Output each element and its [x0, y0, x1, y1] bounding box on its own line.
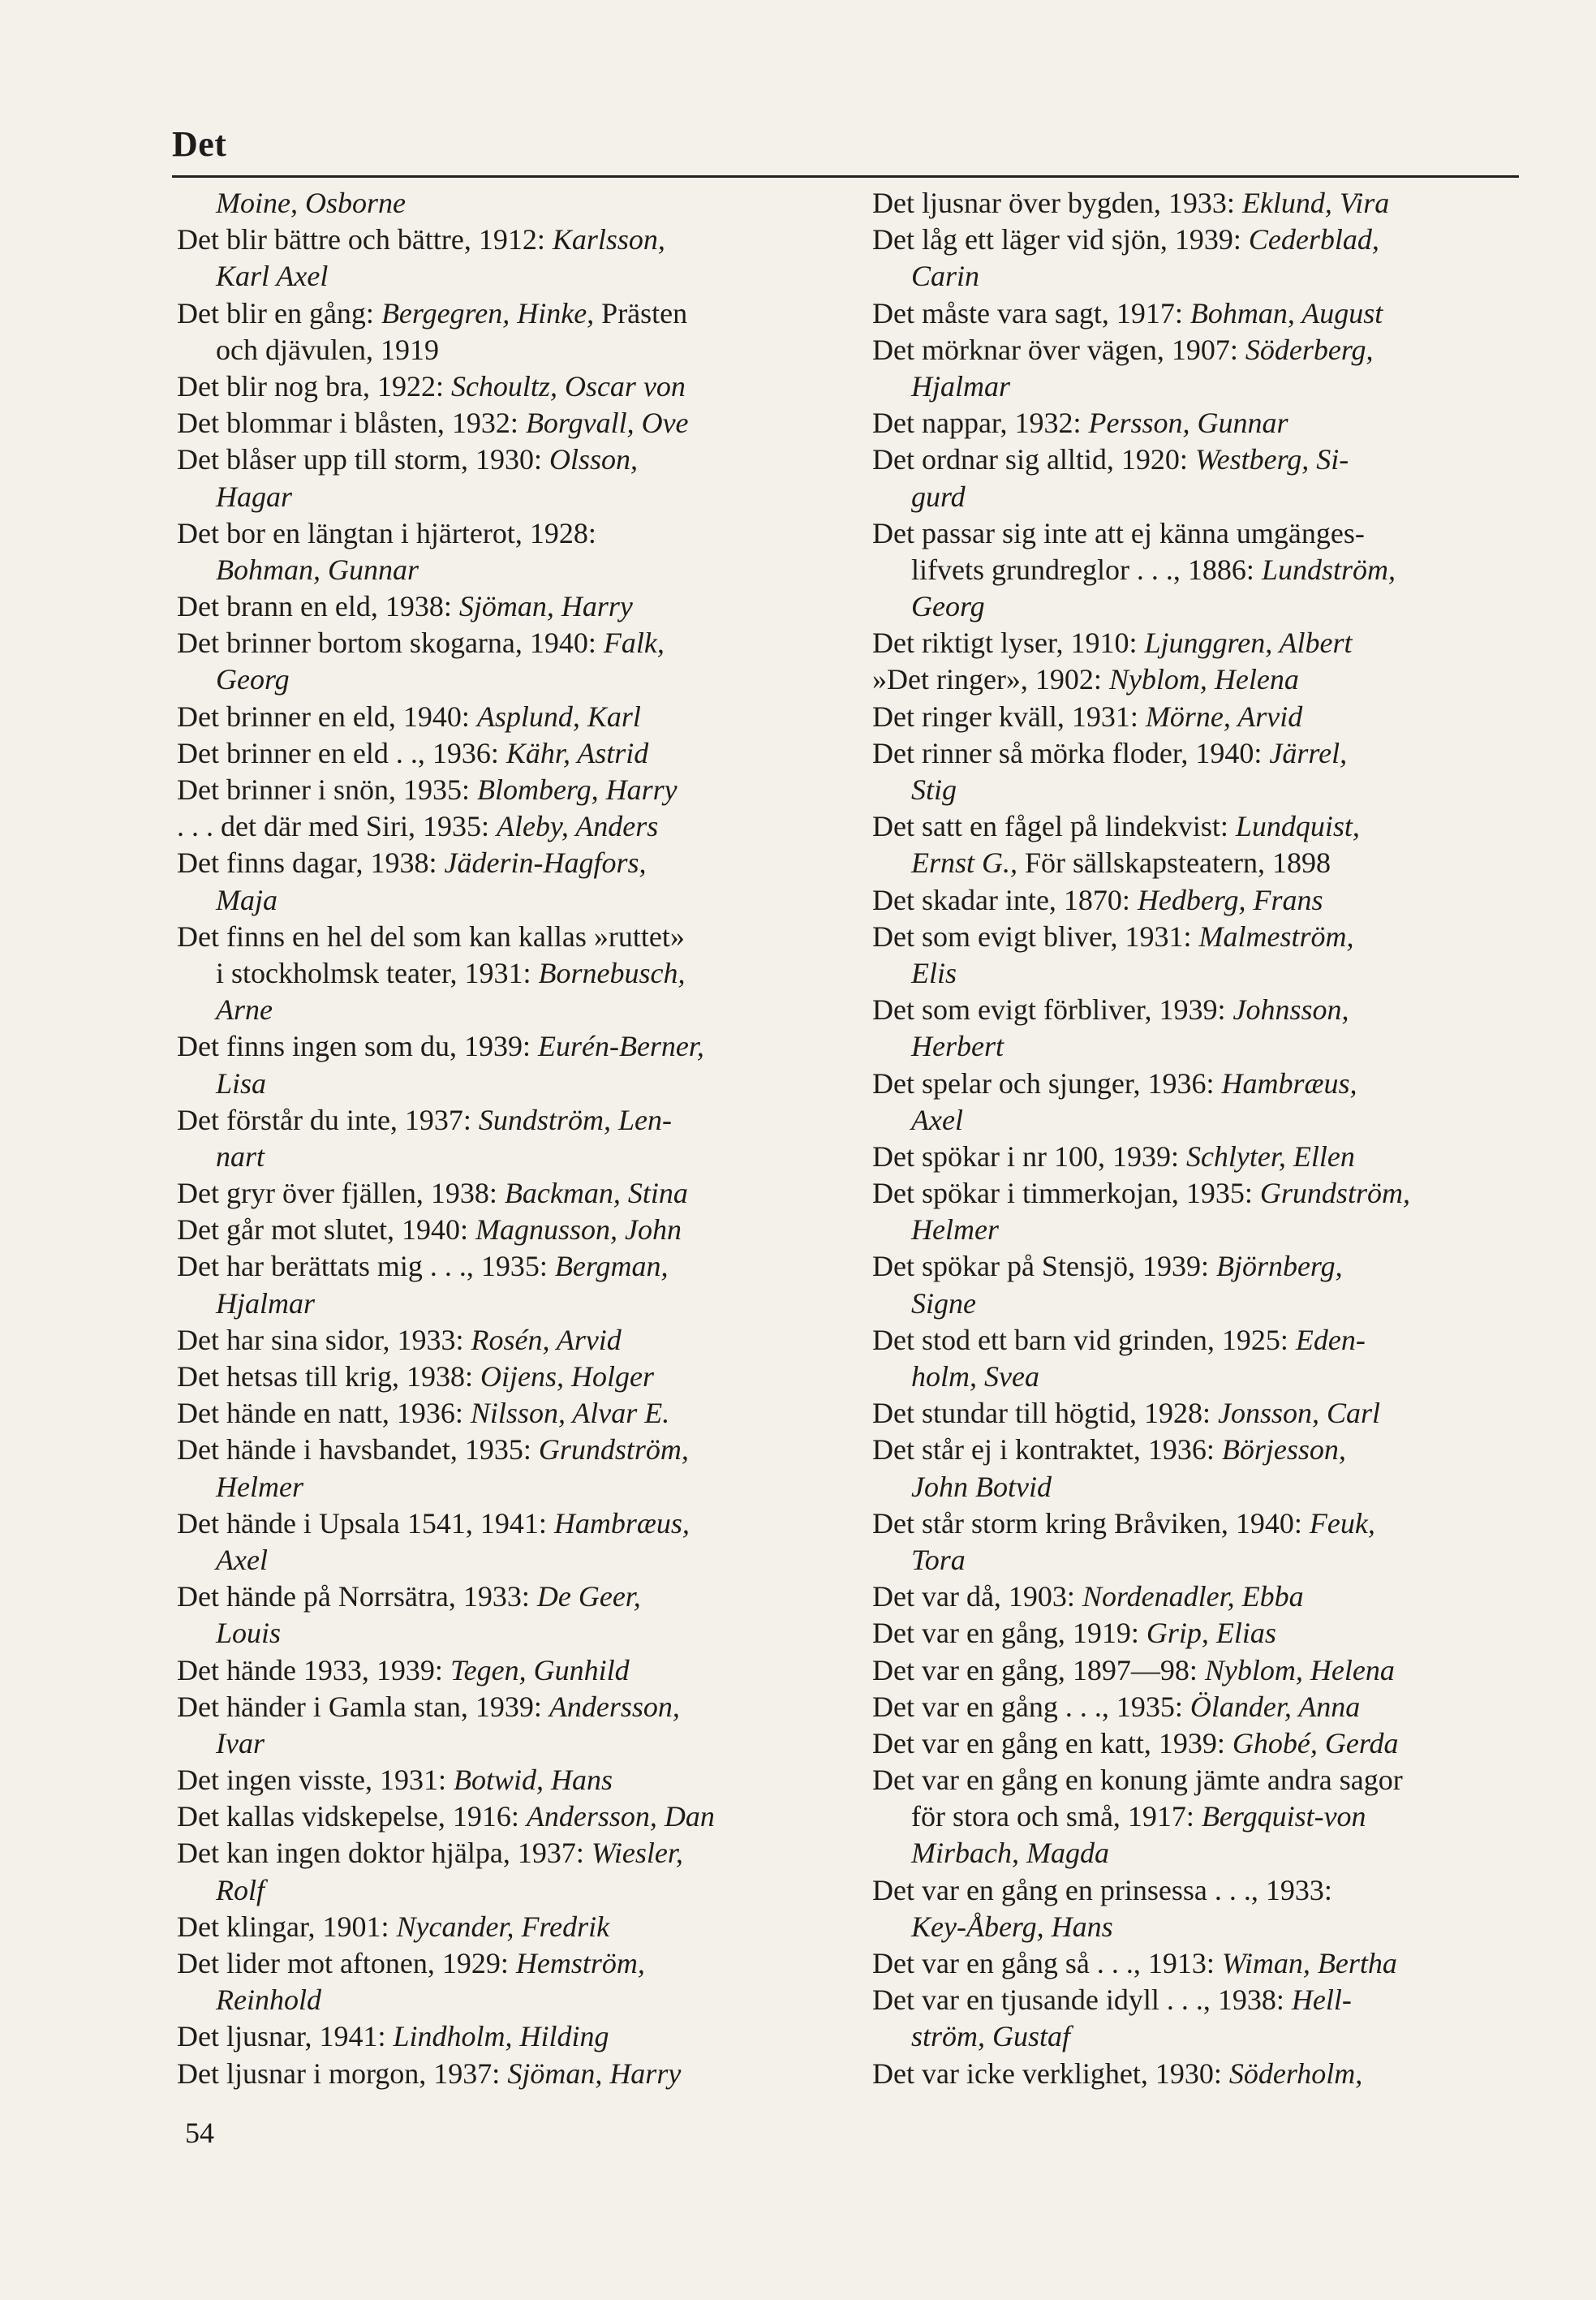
entry-title: Det brinner bortom skogarna, 1940: — [177, 627, 604, 660]
entry-author: Bergegren, Hinke, — [381, 296, 595, 329]
index-line — [177, 661, 842, 698]
entry-title: Det hände i havsbandet, 1935: — [177, 1433, 539, 1467]
entry-title: Det måste vara sagt, 1917: — [872, 296, 1190, 329]
entry-title: Det ingen visste, 1931: — [177, 1764, 454, 1797]
entry-author: Sundström, Len- — [478, 1103, 672, 1136]
index-line — [177, 368, 842, 405]
entry-author: Signe — [911, 1286, 976, 1320]
index-line — [177, 955, 842, 992]
entry-author: Söderholm, — [1228, 2057, 1363, 2090]
index-line — [872, 625, 1528, 661]
index-line — [177, 772, 842, 808]
entry-author: Ernst G., — [911, 846, 1018, 880]
index-column-left — [177, 185, 842, 2092]
index-line — [177, 1175, 842, 1212]
entry-title: »Det ringer», 1902: — [872, 663, 1109, 696]
index-line — [177, 808, 842, 845]
entry-author: ström, Gustaf — [911, 2020, 1071, 2053]
entry-author: Sjöman, Harry — [507, 2057, 682, 2090]
entry-author: Grundström, — [1259, 1177, 1410, 1210]
entry-title: Det brinner en eld, 1940: — [177, 700, 477, 733]
index-line — [872, 1982, 1528, 2018]
running-head: Det — [172, 124, 227, 164]
entry-title: Det passar sig inte att ej känna umgänges- — [872, 516, 1365, 549]
entry-title: Det var en gång en konung jämte andra sagor — [872, 1764, 1403, 1797]
entry-author: Nordenadler, Ebba — [1082, 1580, 1304, 1613]
entry-author: Ljunggren, Albert — [1144, 627, 1353, 660]
entry-title: Det stod ett barn vid grinden, 1925: — [872, 1323, 1296, 1356]
entry-author: Nyblom, Helena — [1204, 1653, 1395, 1686]
index-line — [177, 625, 842, 661]
entry-author: Feuk, — [1309, 1506, 1375, 1540]
entry-author: Hell- — [1291, 1983, 1352, 2017]
index-line — [177, 1066, 842, 1102]
index-line — [872, 2056, 1528, 2092]
index-line — [872, 1286, 1528, 1322]
index-line — [872, 955, 1528, 992]
entry-title: Det hände en natt, 1936: — [177, 1397, 471, 1430]
entry-title: och djävulen, 1919 — [216, 333, 439, 366]
index-line — [177, 1395, 842, 1432]
index-line — [872, 1395, 1528, 1432]
entry-author: Helmer — [911, 1213, 999, 1247]
index-line — [177, 1909, 842, 1945]
entry-author: Cederblad, — [1248, 223, 1379, 256]
entry-author: Eklund, Vira — [1241, 187, 1390, 219]
entry-title: Det stundar till högtid, 1928: — [872, 1397, 1218, 1430]
entry-title: Det bor en längtan i hjärterot, 1928: — [177, 516, 596, 549]
entry-author: Ivar — [216, 1726, 265, 1759]
entry-title: Det blir bättre och bättre, 1912: — [177, 223, 553, 256]
index-line — [177, 992, 842, 1028]
index-line — [872, 1175, 1528, 1212]
index-line — [872, 1212, 1528, 1248]
index-line — [177, 479, 842, 515]
entry-title: Det var en gång så . . ., 1913: — [872, 1947, 1222, 1979]
entry-title: För sällskapsteatern, 1898 — [1017, 846, 1331, 880]
entry-author: Mörne, Arvid — [1145, 700, 1303, 733]
entry-title: Det var en gång en prinsessa . . ., 1933: — [872, 1873, 1332, 1906]
entry-author: Schlyter, Ellen — [1185, 1139, 1355, 1173]
entry-title: Det som evigt bliver, 1931: — [872, 920, 1199, 953]
entry-author: Tegen, Gunhild — [450, 1653, 630, 1686]
index-line — [872, 258, 1528, 295]
entry-title: Det brann en eld, 1938: — [177, 590, 459, 623]
entry-title: Det nappar, 1932: — [872, 407, 1089, 440]
index-line — [177, 845, 842, 881]
entry-author: Hagar — [216, 480, 293, 513]
entry-title: Det har berättats mig . . ., 1935: — [177, 1250, 555, 1283]
index-line — [872, 368, 1528, 405]
entry-author: De Geer, — [536, 1580, 641, 1613]
index-line — [177, 1248, 842, 1285]
entry-title: Det klingar, 1901: — [177, 1910, 397, 1943]
entry-author: Helmer — [216, 1470, 303, 1503]
entry-title: Det hände på Norrsätra, 1933: — [177, 1580, 537, 1613]
index-line — [872, 772, 1528, 808]
entry-author: gurd — [911, 480, 966, 513]
index-line — [872, 992, 1528, 1028]
index-line — [177, 1322, 842, 1359]
entry-author: Georg — [911, 590, 985, 623]
entry-author: Andersson, — [548, 1690, 680, 1723]
entry-author: Lundström, — [1261, 553, 1396, 586]
entry-title: Det händer i Gamla stan, 1939: — [177, 1690, 549, 1723]
entry-author: Malmeström, — [1198, 920, 1354, 953]
index-line — [872, 2018, 1528, 2055]
entry-title: Det blommar i blåsten, 1932: — [177, 407, 526, 440]
index-line — [177, 1872, 842, 1909]
entry-title: Det ljusnar i morgon, 1937: — [177, 2057, 508, 2090]
index-line — [177, 1798, 842, 1835]
entry-title: Det finns dagar, 1938: — [177, 846, 445, 880]
entry-author: Asplund, Karl — [476, 700, 641, 733]
entry-author: Axel — [216, 1543, 268, 1576]
entry-author: Louis — [216, 1617, 282, 1650]
entry-title: Det ordnar sig alltid, 1920: — [872, 443, 1195, 476]
entry-author: Hjalmar — [216, 1286, 316, 1320]
entry-title: Det som evigt förbliver, 1939: — [872, 993, 1233, 1027]
index-line — [872, 919, 1528, 955]
index-line — [177, 1359, 842, 1395]
index-line — [177, 588, 842, 625]
entry-author: Hambræus, — [1221, 1066, 1357, 1100]
entry-title: Det blir en gång: — [177, 296, 381, 329]
entry-title: Det lider mot aftonen, 1929: — [177, 1947, 516, 1979]
entry-title: Det låg ett läger vid sjön, 1939: — [872, 223, 1249, 256]
entry-author: Karl Axel — [216, 260, 329, 293]
entry-author: Persson, Gunnar — [1088, 407, 1288, 440]
entry-author: Nyblom, Helena — [1108, 663, 1299, 696]
entry-title: i stockholmsk teater, 1931: — [216, 956, 539, 989]
index-line — [872, 1248, 1528, 1285]
entry-author: Bornebusch, — [538, 956, 686, 989]
entry-author: Tora — [911, 1543, 966, 1576]
index-line — [177, 1505, 842, 1542]
entry-author: Jäderin-Hagfors, — [444, 846, 647, 880]
index-line — [872, 1909, 1528, 1945]
entry-author: Jonsson, Carl — [1217, 1397, 1381, 1430]
index-line — [177, 185, 842, 222]
entry-author: Olsson, — [548, 443, 638, 476]
entry-title: Det var en gång, 1897—98: — [872, 1653, 1205, 1686]
entry-title: Det förstår du inte, 1937: — [177, 1103, 479, 1136]
index-line — [872, 1725, 1528, 1762]
index-line — [872, 552, 1528, 588]
index-line — [177, 1579, 842, 1615]
index-line — [872, 1066, 1528, 1102]
index-line — [177, 1982, 842, 2018]
entry-author: Hemström, — [515, 1947, 645, 1979]
index-line — [177, 699, 842, 735]
entry-author: Westberg, Si- — [1194, 443, 1349, 476]
entry-author: Backman, Stina — [504, 1177, 688, 1210]
entry-title: . . . det där med Siri, 1935: — [177, 810, 497, 843]
entry-author: Botwid, Hans — [453, 1764, 613, 1797]
index-line — [872, 661, 1528, 698]
index-line — [177, 2018, 842, 2055]
index-line — [177, 1725, 842, 1762]
entry-author: Johnsson, — [1232, 993, 1349, 1027]
page-number: 54 — [185, 2117, 214, 2149]
entry-title: Det hetsas till krig, 1938: — [177, 1360, 480, 1393]
index-line — [872, 699, 1528, 735]
index-line — [872, 1542, 1528, 1579]
entry-author: Aleby, Anders — [496, 810, 659, 843]
entry-title: Det var en gång, 1919: — [872, 1617, 1146, 1650]
entry-author: Mirbach, Magda — [911, 1837, 1109, 1870]
index-line — [177, 1139, 842, 1175]
index-line — [177, 1432, 842, 1468]
entry-author: Wiman, Bertha — [1221, 1947, 1397, 1979]
entry-author: Herbert — [911, 1030, 1004, 1063]
entry-author: holm, Svea — [911, 1360, 1039, 1393]
entry-title: Det hände 1933, 1939: — [177, 1653, 450, 1686]
entry-title: Det var en gång . . ., 1935: — [872, 1690, 1190, 1723]
entry-title: Det hände i Upsala 1541, 1941: — [177, 1506, 554, 1540]
index-line — [872, 845, 1528, 881]
index-line — [177, 882, 842, 919]
entry-author: Rosén, Arvid — [471, 1323, 622, 1356]
entry-author: Hjalmar — [911, 369, 1011, 403]
entry-author: Kähr, Astrid — [505, 736, 649, 769]
entry-author: Stig — [911, 773, 957, 806]
index-line — [177, 441, 842, 478]
entry-author: Börjesson, — [1221, 1433, 1346, 1467]
entry-title: Det brinner i snön, 1935: — [177, 773, 477, 806]
index-line — [872, 1579, 1528, 1615]
index-line — [872, 1945, 1528, 1982]
index-line — [872, 882, 1528, 919]
entry-title: Prästen — [594, 296, 688, 329]
index-line — [177, 919, 842, 955]
index-line — [872, 588, 1528, 625]
entry-title: Det spökar i nr 100, 1939: — [872, 1139, 1186, 1173]
index-line — [872, 295, 1528, 332]
entry-author: Nycander, Fredrik — [396, 1910, 610, 1943]
entry-author: Axel — [911, 1103, 963, 1136]
index-line — [177, 2056, 842, 2092]
entry-title: för stora och små, 1917: — [911, 1800, 1202, 1833]
entry-author: Wiesler, — [591, 1837, 683, 1870]
index-line — [872, 1689, 1528, 1725]
entry-author: Maja — [216, 883, 277, 916]
entry-title: Det satt en fågel på lindekvist: — [872, 810, 1236, 843]
entry-author: Eurén-Berner, — [537, 1030, 704, 1063]
index-line — [872, 405, 1528, 441]
entry-author: Andersson, Dan — [526, 1800, 715, 1833]
entry-author: Bohman, August — [1189, 296, 1383, 329]
entry-author: Carin — [911, 260, 980, 293]
entry-author: Ölander, Anna — [1189, 1690, 1361, 1723]
entry-author: Hedberg, Frans — [1137, 883, 1323, 916]
entry-title: Det kan ingen doktor hjälpa, 1937: — [177, 1837, 592, 1870]
index-line — [177, 1945, 842, 1982]
entry-title: Det mörknar över vägen, 1907: — [872, 333, 1245, 366]
index-line — [177, 1028, 842, 1065]
entry-title: Det spökar i timmerkojan, 1935: — [872, 1177, 1260, 1210]
entry-title: Det rinner så mörka floder, 1940: — [872, 736, 1270, 769]
entry-author: Lundquist, — [1235, 810, 1360, 843]
index-line — [872, 1102, 1528, 1139]
entry-author: Nilsson, Alvar E. — [470, 1397, 670, 1430]
index-line — [872, 1872, 1528, 1909]
index-line — [177, 1286, 842, 1322]
entry-author: Borgvall, Ove — [525, 407, 689, 440]
index-line — [177, 1469, 842, 1505]
entry-title: Det brinner en eld . ., 1936: — [177, 736, 506, 769]
header-rule — [172, 175, 1519, 178]
index-line — [872, 1798, 1528, 1835]
entry-author: Järrel, — [1269, 736, 1348, 769]
entry-author: Key-Åberg, Hans — [911, 1910, 1113, 1943]
entry-title: Det blåser upp till storm, 1930: — [177, 443, 549, 476]
index-line — [177, 1652, 842, 1689]
entry-author: Bergquist-von — [1201, 1800, 1366, 1833]
index-line — [872, 1835, 1528, 1871]
entry-title: Det var en gång en katt, 1939: — [872, 1726, 1232, 1759]
entry-author: Söderberg, — [1245, 333, 1374, 366]
index-line — [177, 258, 842, 295]
entry-author: Grip, Elias — [1146, 1617, 1276, 1650]
entry-author: Eden- — [1295, 1323, 1366, 1356]
index-line — [872, 222, 1528, 258]
entry-author: Rolf — [216, 1873, 265, 1906]
entry-author: Björnberg, — [1215, 1250, 1343, 1283]
entry-author: nart — [216, 1139, 265, 1173]
entry-title: Det kallas vidskepelse, 1916: — [177, 1800, 527, 1833]
index-line — [177, 1689, 842, 1725]
entry-author: John Botvid — [911, 1470, 1052, 1503]
entry-title: Det ljusnar, 1941: — [177, 2020, 394, 2053]
entry-author: Bohman, Gunnar — [216, 553, 419, 586]
index-line — [177, 1102, 842, 1139]
index-line — [872, 515, 1528, 552]
entry-author: Magnusson, John — [475, 1213, 682, 1247]
entry-title: lifvets grundreglor . . ., 1886: — [911, 553, 1262, 586]
entry-author: Schoultz, Oscar von — [450, 369, 686, 403]
index-line — [177, 552, 842, 588]
entry-title: Det var en tjusande idyll . . ., 1938: — [872, 1983, 1292, 2017]
entry-title: Det går mot slutet, 1940: — [177, 1213, 475, 1247]
entry-title: Det har sina sidor, 1933: — [177, 1323, 471, 1356]
index-column-right — [872, 185, 1528, 2092]
index-line — [872, 1322, 1528, 1359]
entry-author: Oijens, Holger — [480, 1360, 654, 1393]
index-line — [872, 1469, 1528, 1505]
index-line — [177, 222, 842, 258]
index-line — [872, 1432, 1528, 1468]
entry-title: Det ljusnar över bygden, 1933: — [872, 187, 1242, 219]
entry-title: Det var icke verklighet, 1930: — [872, 2057, 1229, 2090]
entry-author: Ghobé, Gerda — [1232, 1726, 1399, 1759]
index-line — [177, 1212, 842, 1248]
entry-title: Det spökar på Stensjö, 1939: — [872, 1250, 1216, 1283]
entry-author: Sjöman, Harry — [458, 590, 633, 623]
index-line — [177, 1542, 842, 1579]
index-line — [872, 479, 1528, 515]
entry-title: Det skadar inte, 1870: — [872, 883, 1138, 916]
index-line — [872, 1139, 1528, 1175]
entry-author: Lindholm, Hilding — [393, 2020, 609, 2053]
index-line — [872, 1762, 1528, 1798]
index-line — [872, 1652, 1528, 1689]
index-line — [872, 185, 1528, 222]
entry-author: Elis — [911, 956, 957, 989]
index-line — [177, 735, 842, 772]
index-line — [872, 808, 1528, 845]
entry-author: Hambræus, — [553, 1506, 690, 1540]
entry-title: Det gryr över fjällen, 1938: — [177, 1177, 505, 1210]
index-line — [872, 441, 1528, 478]
index-line — [177, 1615, 842, 1652]
entry-author: Bergman, — [554, 1250, 669, 1283]
entry-author: Lisa — [216, 1066, 267, 1100]
entry-author: Arne — [216, 993, 273, 1027]
entry-title: Det står ej i kontraktet, 1936: — [872, 1433, 1222, 1467]
index-line — [872, 1028, 1528, 1065]
index-line — [872, 1505, 1528, 1542]
index-line — [177, 332, 842, 368]
index-line — [177, 295, 842, 332]
entry-author: Blomberg, Harry — [476, 773, 678, 806]
index-line — [177, 1835, 842, 1871]
entry-author: Georg — [216, 663, 290, 696]
index-line — [872, 1615, 1528, 1652]
entry-title: Det riktigt lyser, 1910: — [872, 627, 1145, 660]
entry-title: Det står storm kring Bråviken, 1940: — [872, 1506, 1310, 1540]
entry-title: Det blir nog bra, 1922: — [177, 369, 451, 403]
entry-author: Moine, Osborne — [216, 187, 406, 219]
entry-author: Karlsson, — [552, 223, 665, 256]
entry-title: Det spelar och sjunger, 1936: — [872, 1066, 1222, 1100]
index-line — [872, 1359, 1528, 1395]
index-line — [177, 515, 842, 552]
entry-author: Grundström, — [538, 1433, 689, 1467]
entry-author: Falk, — [603, 627, 665, 660]
entry-title: Det ringer kväll, 1931: — [872, 700, 1146, 733]
index-line — [177, 405, 842, 441]
entry-author: Reinhold — [216, 1983, 321, 2017]
index-line — [177, 1762, 842, 1798]
index-line — [872, 735, 1528, 772]
entry-title: Det finns ingen som du, 1939: — [177, 1030, 538, 1063]
entry-title: Det var då, 1903: — [872, 1580, 1082, 1613]
index-line — [872, 332, 1528, 368]
entry-title: Det finns en hel del som kan kallas »ruttet» — [177, 920, 685, 953]
